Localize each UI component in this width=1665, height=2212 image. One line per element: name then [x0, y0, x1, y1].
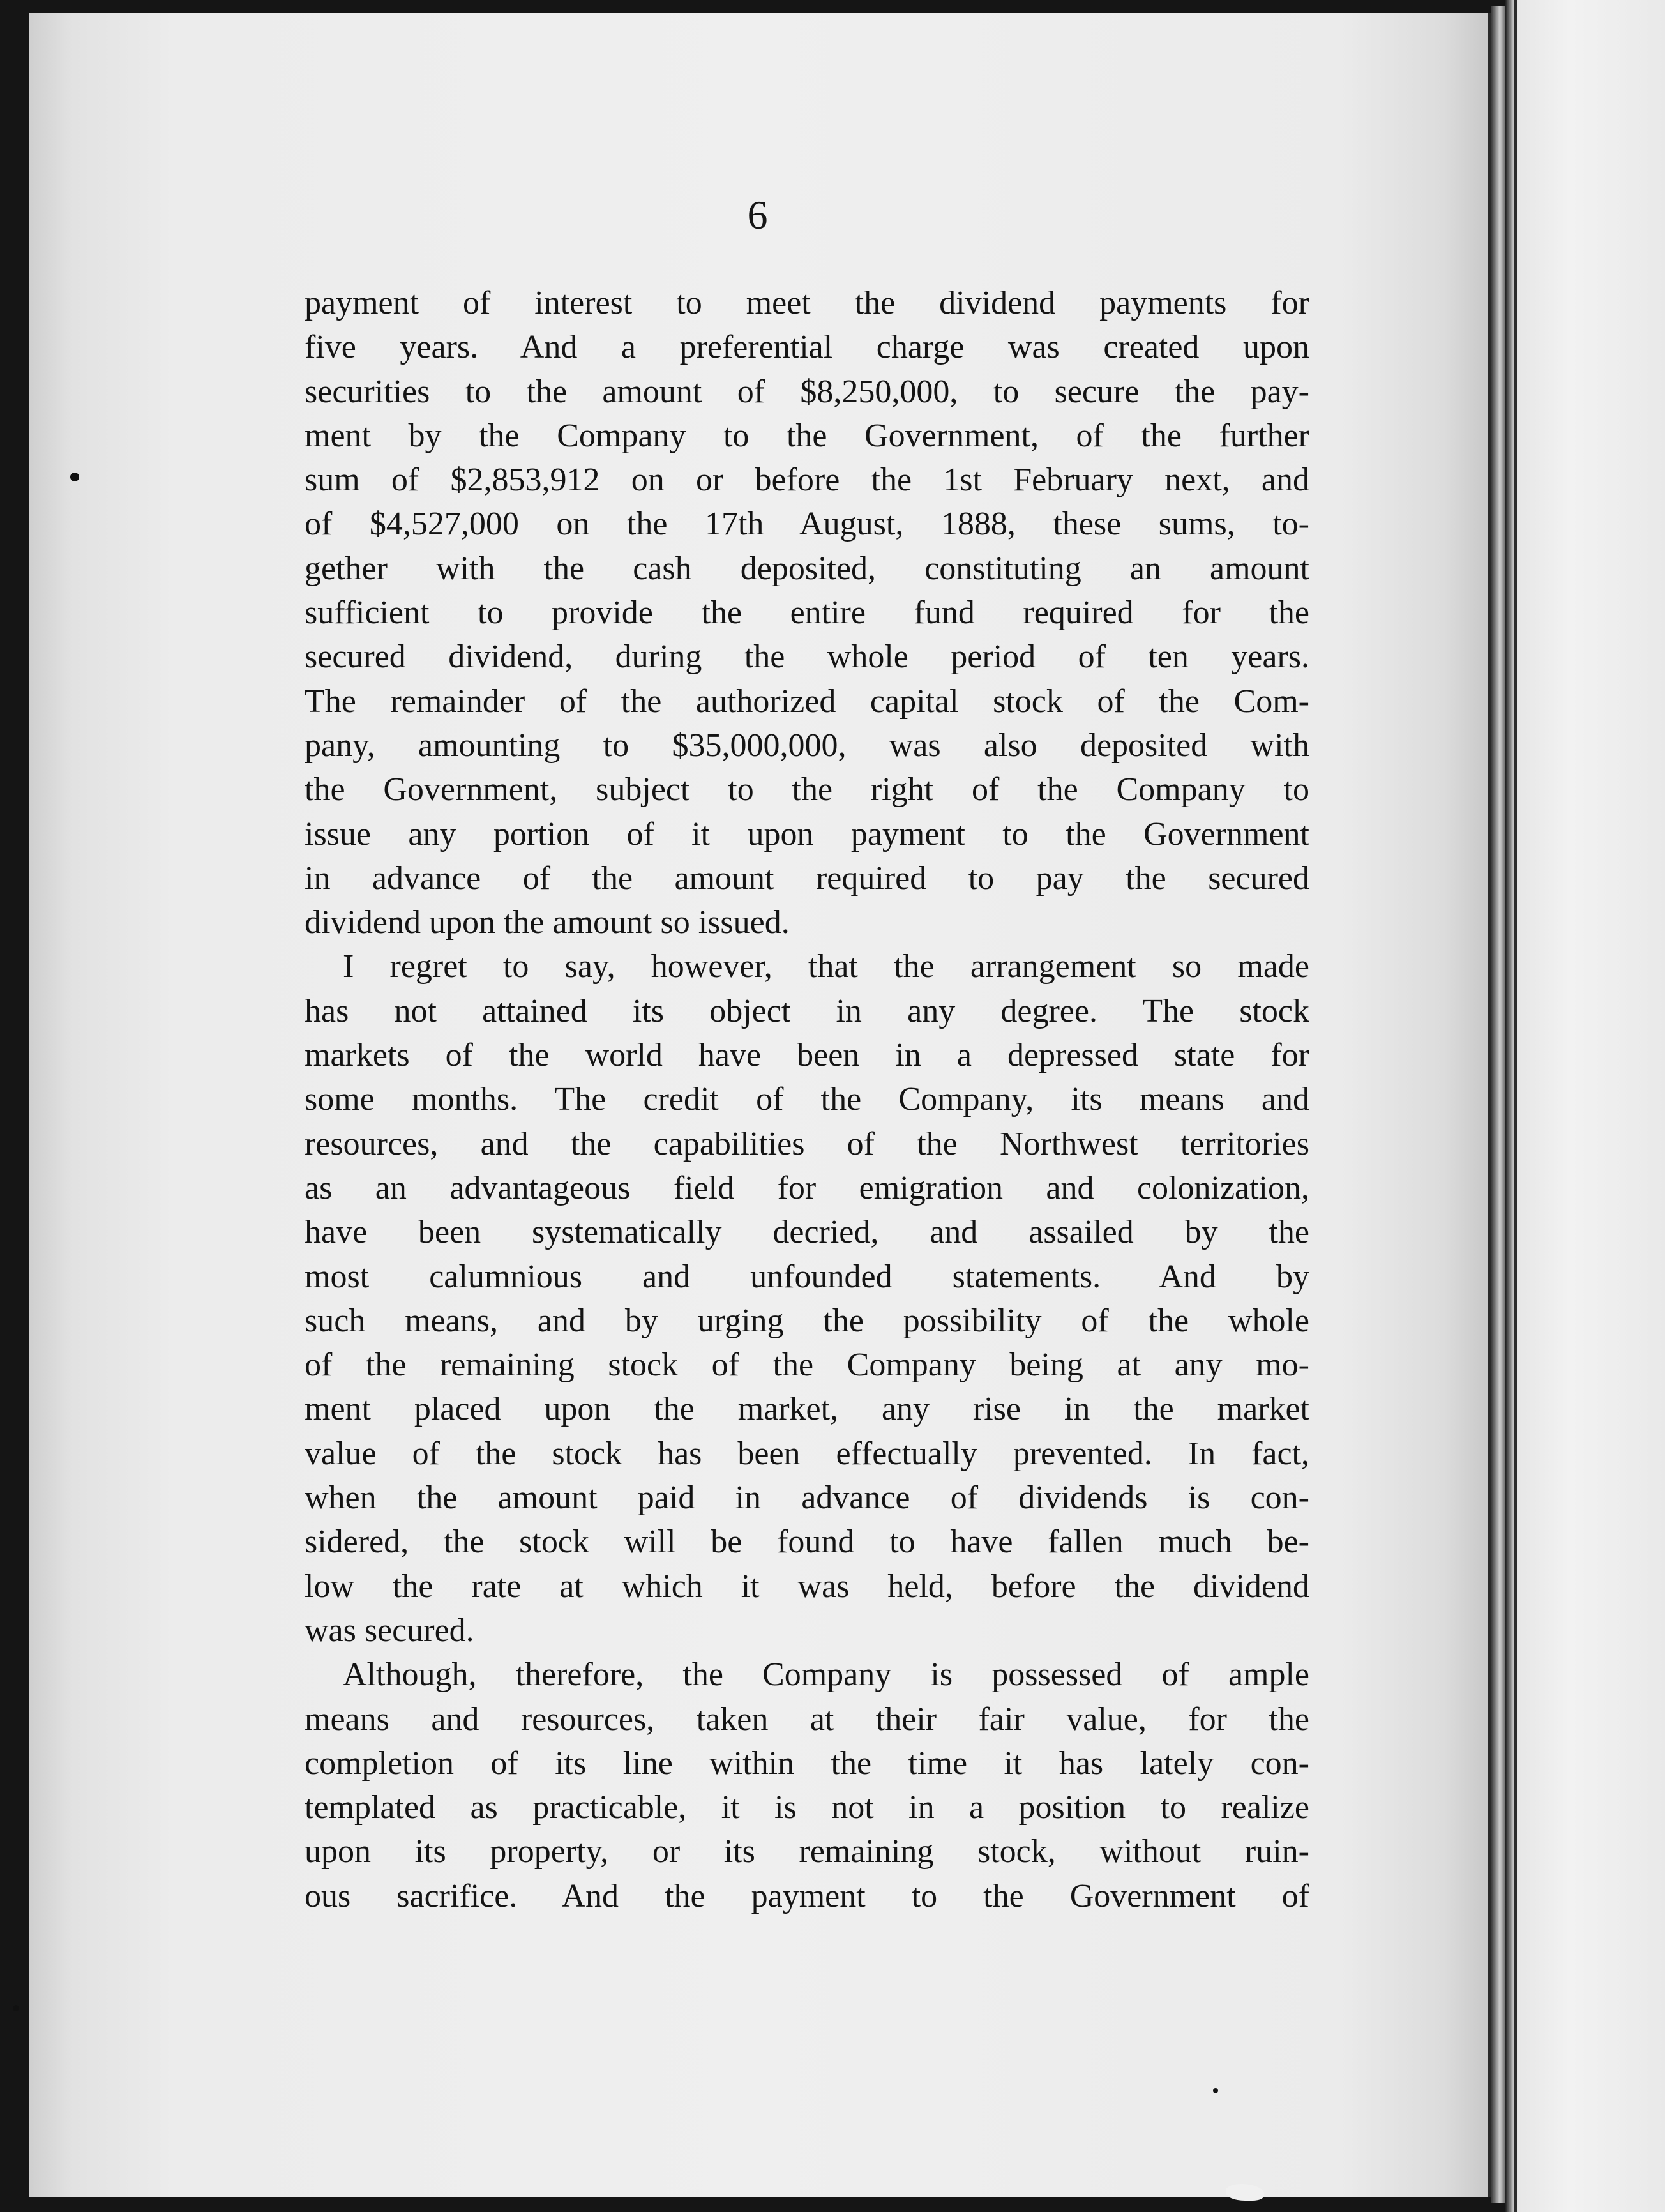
- text-line: securities to the amount of $8,250,000, to secure the pay-: [305, 373, 1309, 410]
- scan-speck: [13, 2005, 19, 2011]
- text-line: low the rate at which it was held, before the dividend: [305, 1568, 1309, 1605]
- text-line: ous sacrifice. And the payment to the Government of: [305, 1877, 1309, 1914]
- text-line: most calumnious and unfounded statements. And by: [305, 1258, 1309, 1295]
- text-line: The remainder of the authorized capital stock of the Com-: [305, 683, 1309, 720]
- body-text: [305, 281, 1309, 1918]
- text-line: sidered, the stock will be found to have fallen much be-: [305, 1524, 1309, 1561]
- text-line: secured dividend, during the whole period of ten years.: [305, 639, 1309, 676]
- text-line: markets of the world have been in a depressed state for: [305, 1037, 1309, 1074]
- text-line: pany, amounting to $35,000,000, was also deposited with: [305, 727, 1309, 764]
- text-line: of the remaining stock of the Company being at any mo-: [305, 1347, 1309, 1384]
- text-line: resources, and the capabilities of the Northwest territories: [305, 1125, 1309, 1162]
- text-line: such means, and by urging the possibility of the whole: [305, 1302, 1309, 1339]
- text-line: ment placed upon the market, any rise in the market: [305, 1391, 1309, 1428]
- text-line: issue any portion of it upon payment to the Government: [305, 815, 1309, 852]
- text-line: payment of interest to meet the dividend payments for: [305, 285, 1309, 321]
- text-line: means and resources, taken at their fair value, for the: [305, 1701, 1309, 1738]
- text-line: Although, therefore, the Company is possessed of ample: [343, 1656, 1309, 1693]
- text-line: five years. And a preferential charge was created upon: [305, 329, 1309, 366]
- text-line: was secured.: [305, 1612, 474, 1649]
- text-line: I regret to say, however, that the arrangement so made: [343, 948, 1309, 985]
- text-line: sum of $2,853,912 on or before the 1st February next, and: [305, 462, 1309, 499]
- text-line: value of the stock has been effectually prevented. In fact,: [305, 1435, 1309, 1472]
- facing-page: [1505, 0, 1665, 2212]
- facing-page-edge: [1514, 0, 1517, 2212]
- text-line: completion of its line within the time it has lately con-: [305, 1745, 1309, 1782]
- text-line: dividend upon the amount so issued.: [305, 904, 790, 941]
- scan-speck: [70, 473, 79, 481]
- text-line: gether with the cash deposited, constituting an amount: [305, 550, 1309, 587]
- text-line: some months. The credit of the Company, its means and: [305, 1081, 1309, 1118]
- text-line: of $4,527,000 on the 17th August, 1888, these sums, to-: [305, 506, 1309, 543]
- text-line: have been systematically decried, and assailed by the: [305, 1214, 1309, 1251]
- document-page: [29, 13, 1491, 2197]
- text-line: sufficient to provide the entire fund required for the: [305, 595, 1309, 632]
- text-line: upon its property, or its remaining stock, without ruin-: [305, 1833, 1309, 1870]
- text-line: the Government, subject to the right of the Company to: [305, 771, 1309, 808]
- page-number: 6: [747, 192, 769, 238]
- text-line: templated as practicable, it is not in a position to realize: [305, 1789, 1309, 1826]
- text-line: in advance of the amount required to pay the secured: [305, 860, 1309, 897]
- page-edge: [1491, 6, 1505, 2203]
- text-line: as an advantageous field for emigration and colonization,: [305, 1169, 1309, 1206]
- text-line: when the amount paid in advance of dividends is con-: [305, 1480, 1309, 1517]
- text-line: has not attained its object in any degree. The stock: [305, 992, 1309, 1029]
- text-line: ment by the Company to the Government, of the further: [305, 417, 1309, 454]
- scan-speck: [1213, 2088, 1218, 2093]
